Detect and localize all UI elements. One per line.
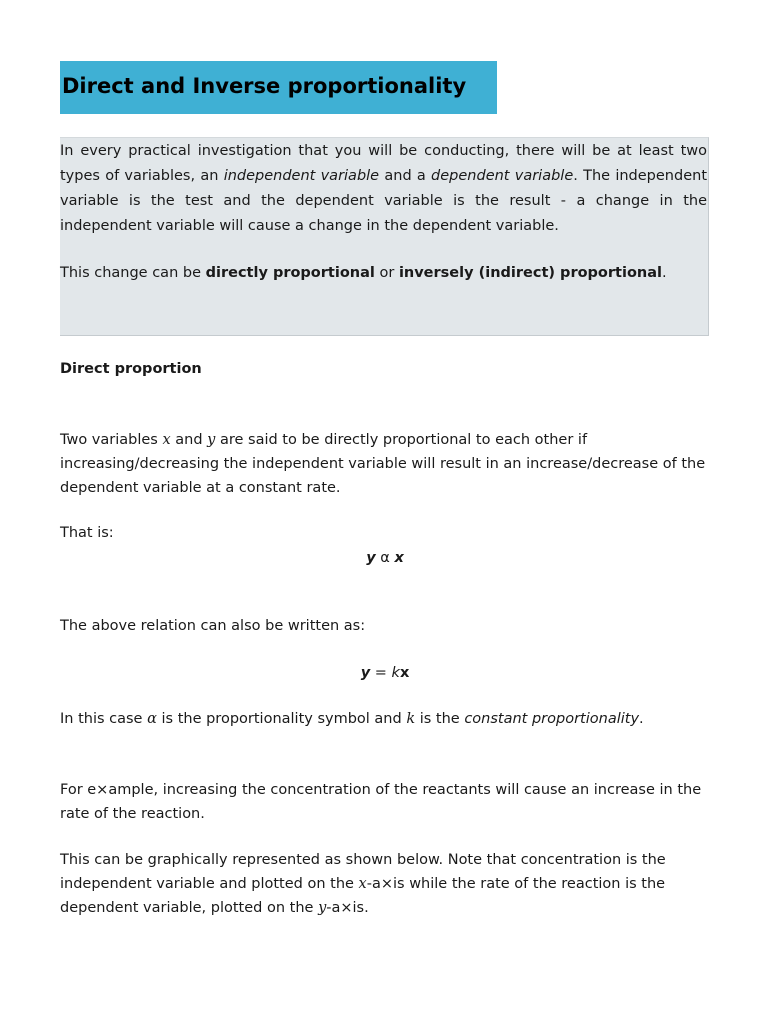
definition-paragraph: [60, 428, 710, 500]
case-text-start: In this case: [60, 711, 148, 727]
graph-paragraph: [60, 848, 710, 920]
above-relation-text: The above relation can also be written as:: [60, 618, 366, 634]
intro-text-end: . The independent variable is the test and the dependent variable is the result - a change in the independent variable will cause a change in the dependent variable.: [60, 168, 707, 234]
case-text-mid: is the proportionality symbol and: [156, 711, 407, 727]
graph-text-mid: -a×is while the rate of the reaction is the dependent variable, plotted on the: [60, 876, 666, 916]
proportional-formula: [60, 546, 710, 570]
definition-text-and: and: [170, 432, 208, 448]
intro-text-and: and a: [379, 168, 432, 184]
formula2-k: k: [391, 665, 400, 681]
change-text-or: or: [374, 265, 399, 281]
k-symbol: k: [406, 711, 416, 727]
title-banner: [60, 61, 497, 114]
example-paragraph: For e×ample, increasing the concentration of the reactants will cause an increase in the rate of the reaction.: [60, 782, 702, 822]
graph-text-start: This can be graphically represented as shown below. Note that concentration is the independent variable and plotted on the: [60, 852, 666, 892]
formula2-x: x: [399, 665, 410, 681]
dependent-variable-term: dependent variable: [431, 168, 574, 184]
formula1-alpha: α: [375, 550, 395, 566]
alpha-symbol: α: [147, 711, 157, 727]
constant-proportionality-term: constant proportionality: [464, 711, 640, 727]
intro-panel: [60, 137, 709, 336]
that-is-text: That is:: [60, 525, 114, 541]
graph-text-end: -a×is.: [326, 900, 369, 916]
change-paragraph: [60, 261, 667, 286]
graph-x-var: x: [358, 876, 367, 892]
formula2-equals: =: [370, 665, 392, 681]
inversely-proportional-term: inversely (indirect) proportional: [398, 265, 662, 281]
case-text-mid2: is the: [415, 711, 465, 727]
independent-variable-term: independent variable: [223, 168, 380, 184]
graph-y-var: y: [318, 900, 327, 916]
intro-text-start: In every practical investigation that you will be conducting, there will be at least two types of variables, an: [60, 143, 707, 184]
formula1-x: x: [394, 550, 404, 566]
variable-y: y: [207, 432, 216, 448]
directly-proportional-term: directly proportional: [205, 265, 375, 281]
definition-text-start: Two variables: [60, 432, 163, 448]
direct-proportion-heading: Direct proportion: [60, 361, 202, 377]
formula2-y: y: [360, 665, 371, 681]
change-text-start: This change can be: [60, 265, 206, 281]
page-title: Direct and Inverse proportionality: [62, 74, 467, 98]
variable-x: x: [162, 432, 171, 448]
equation-formula: [60, 661, 710, 685]
case-text-end: .: [639, 711, 644, 727]
symbol-explanation: [60, 707, 710, 731]
definition-text-end: are said to be directly proportional to each other if increasing/decreasing the independent variable will result in an increase/decrease of the dependent variable at a constant rate.: [60, 432, 706, 496]
intro-paragraph: [60, 139, 707, 239]
formula1-y: y: [366, 550, 376, 566]
change-text-period: .: [661, 265, 667, 281]
